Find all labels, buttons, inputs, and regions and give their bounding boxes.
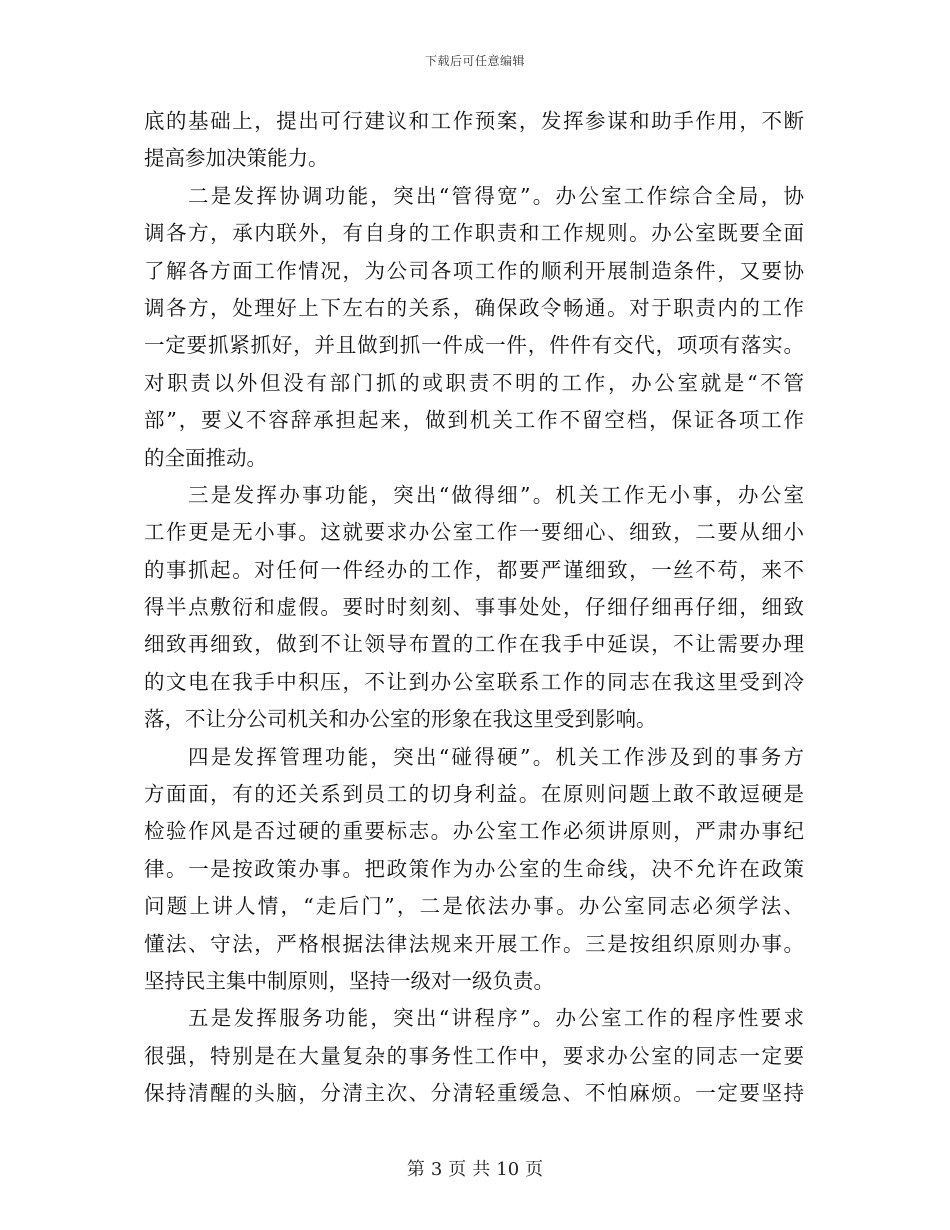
text-line: 部”，要义不容辞承担起来，做到机关工作不留空档，保证各项工作 (144, 408, 804, 433)
paragraph (144, 739, 804, 1001)
text-line: 方面面，有的还关系到员工的切身利益。在原则问题上敢不敢逗硬是 (144, 782, 804, 807)
text-line: 调各方，承内联外，有自身的工作职责和工作规则。办公室既要全面 (144, 221, 804, 246)
text-line: 落，不让分公司机关和办公室的形象在我这里受到影响。 (144, 707, 657, 732)
text-line: 很强，特别是在大量复杂的事务性工作中，要求办公室的同志一定要 (144, 1043, 804, 1068)
text-line: 四是发挥管理功能，突出“碰得硬”。机关工作涉及到的事务方 (188, 744, 804, 769)
text-line: 细致再细致，做到不让领导布置的工作在我手中延误，不让需要办理 (144, 632, 804, 657)
text-line: 的事抓起。对任何一件经办的工作，都要严谨细致，一丝不苟，来不 (144, 557, 804, 582)
footer-label-total: 共 (472, 1159, 491, 1180)
text-line: 检验作风是否过硬的重要标志。办公室工作必须讲原则，严肃办事纪 (144, 819, 804, 844)
text-line: 了解各方面工作情况，为公司各项工作的顺利开展制造条件，又要协 (144, 258, 804, 283)
text-line: 问题上讲人情，“走后门”，二是依法办事。办公室同志必须学法、 (144, 894, 804, 919)
paragraph (144, 103, 804, 178)
text-line: 的全面推动。 (144, 445, 267, 470)
footer-label-total-unit: 页 (525, 1159, 544, 1180)
current-page-number: 3 (430, 1159, 443, 1180)
text-line: 懂法、守法，严格根据法律法规来开展工作。三是按组织原则办事。 (144, 931, 804, 956)
text-line: 五是发挥服务功能，突出“讲程序”。办公室工作的程序性要求 (188, 1006, 804, 1031)
footer-label-page-unit: 页 (448, 1159, 467, 1180)
document-body (144, 103, 804, 1113)
total-page-count: 10 (496, 1159, 520, 1180)
text-line: 对职责以外但没有部门抓的或职责不明的工作，办公室就是“不管 (144, 370, 804, 395)
text-line: 二是发挥协调功能，突出“管得宽”。办公室工作综合全局，协 (188, 183, 804, 208)
text-line: 坚持民主集中制原则，坚持一级对一级负责。 (144, 968, 554, 993)
text-line: 律。一是按政策办事。把政策作为办公室的生命线，决不允许在政策 (144, 856, 804, 881)
text-line: 一定要抓紧抓好，并且做到抓一件成一件，件件有交代，项项有落实。 (144, 333, 804, 358)
footer-label-page: 第 (406, 1159, 425, 1180)
text-line: 得半点敷衍和虚假。要时时刻刻、事事处处，仔细仔细再仔细，细致 (144, 595, 804, 620)
text-line: 保持清醒的头脑，分清主次、分清轻重缓急、不怕麻烦。一定要坚持 (144, 1081, 804, 1106)
text-line: 工作更是无小事。这就要求办公室工作一要细心、细致，二要从细小 (144, 520, 804, 545)
paragraph (144, 477, 804, 739)
paragraph (144, 1000, 804, 1112)
page-number-footer (0, 1155, 950, 1181)
text-line: 三是发挥办事功能，突出“做得细”。机关工作无小事，办公室 (188, 482, 804, 507)
text-line: 调各方，处理好上下左右的关系，确保政令畅通。对于职责内的工作 (144, 295, 804, 320)
text-line: 提高参加决策能力。 (144, 146, 329, 171)
text-line: 的文电在我手中积压，不让到办公室联系工作的同志在我这里受到冷 (144, 669, 804, 694)
paragraph (144, 178, 804, 477)
page-header: 下载后可任意编辑 (424, 54, 525, 68)
text-line: 底的基础上，提出可行建议和工作预案，发挥参谋和助手作用，不断 (144, 109, 804, 133)
